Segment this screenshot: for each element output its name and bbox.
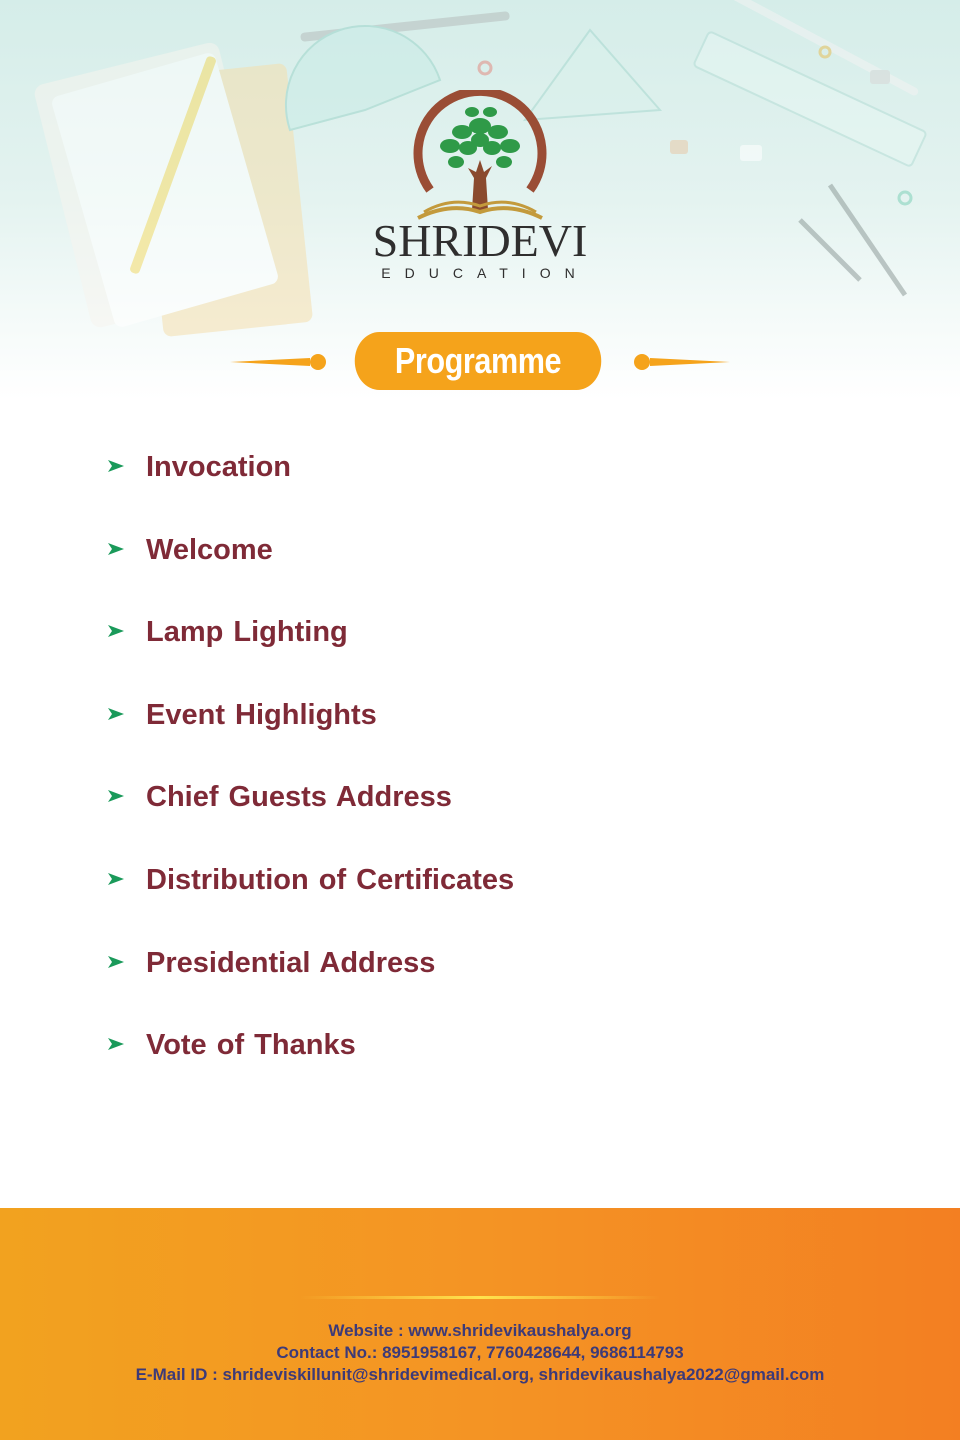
arrow-bullet-icon	[108, 775, 146, 819]
footer-divider	[300, 1296, 660, 1299]
programme-item-label: Distribution of Certificates	[146, 863, 515, 896]
programme-item-vote-of-thanks	[108, 1023, 514, 1106]
programme-item-lamp-lighting	[108, 610, 514, 693]
programme-item-label: Vote of Thanks	[146, 1029, 356, 1062]
programme-item-event-highlights	[108, 693, 514, 776]
arrow-bullet-icon	[108, 528, 146, 572]
programme-item-chief-guests-address	[108, 775, 514, 858]
footer-contact: Contact No.: 8951958167, 7760428644, 9686114793	[276, 1343, 684, 1362]
arrow-bullet-icon	[108, 445, 146, 489]
programme-item-label: Welcome	[146, 533, 273, 566]
arrow-bullet-icon	[108, 693, 146, 737]
programme-item-invocation	[108, 445, 514, 528]
footer-website[interactable]: Website : www.shridevikaushalya.org	[328, 1321, 632, 1340]
programme-item-distribution-of-certificates	[108, 858, 514, 941]
arrow-bullet-icon	[108, 1023, 146, 1067]
arrow-bullet-icon	[108, 858, 146, 902]
footer	[0, 1208, 960, 1440]
programme-item-welcome	[108, 528, 514, 611]
arrow-bullet-icon	[108, 941, 146, 985]
shridevi-education-logo	[360, 90, 600, 290]
programme-item-label: Event Highlights	[146, 698, 377, 731]
arrow-bullet-icon	[108, 610, 146, 654]
programme-item-label: Lamp Lighting	[146, 616, 348, 649]
footer-email[interactable]: E-Mail ID : shrideviskillunit@shridevimedical.org, shridevikaushalya2022@gmail.com	[135, 1365, 825, 1384]
programme-item-label: Invocation	[146, 451, 292, 483]
programme-item-label: Chief Guests Address	[146, 781, 452, 814]
programme-list	[108, 445, 514, 1106]
brand-name: SHRIDEVI	[372, 215, 588, 266]
programme-item-presidential-address	[108, 941, 514, 1024]
brand-subtitle: EDUCATION	[381, 265, 589, 281]
programme-title-badge: Programme	[355, 332, 602, 390]
tree-book-emblem-icon	[410, 90, 550, 220]
programme-item-label: Presidential Address	[146, 946, 436, 979]
